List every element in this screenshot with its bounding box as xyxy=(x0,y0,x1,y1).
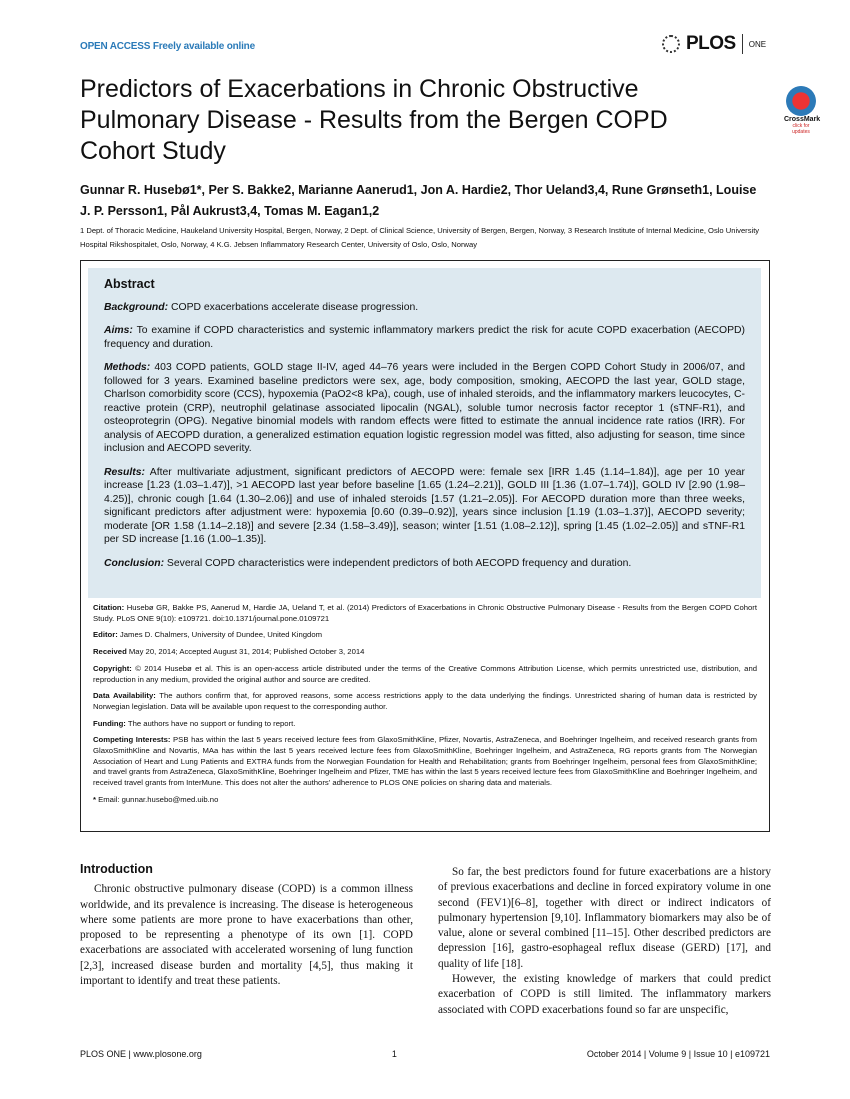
section-label: Conclusion: xyxy=(104,557,165,569)
paragraph: Chronic obstructive pulmonary disease (COPD) is a common illness worldwide, and its prevalence is increasing. The disease is heterogeneous where some patients are more prone to have exacerbations than other, proposed to be representing a phenotype of its own [1]. COPD exacerbations are associated with accelerated worsening of lung function [2,3], increased disease burden and mortality [4,5], thus making it important to identify and treat these patients. xyxy=(80,883,413,988)
affiliations: 1 Dept. of Thoracic Medicine, Haukeland University Hospital, Bergen, Norway, 2 Dept. of Clinical Science, University of Bergen, Bergen, Norway, 3 Research Institute of Internal Medicine, Oslo University Hospital Rikshospitalet, Oslo, Norway, 4 K.G. Jebsen Inflammatory Research Center, University of Oslo, Oslo, Norway xyxy=(80,226,760,249)
author-list: Gunnar R. Husebø1*, Per S. Bakke2, Marianne Aanerud1, Jon A. Hardie2, Thor Ueland3,4, Rune Grønseth1, Louise J. P. Persson1, Pål Aukrust3,4, Tomas M. Eagan1,2 xyxy=(80,183,757,218)
metadata-item: Data Availability: The authors confirm that, for approved reasons, some access restrictions apply to the data underlying the findings. Unrestricted sharing of human data is restricted by Norwegian legislation. Data will be available upon request to the corresponding author. xyxy=(93,691,757,711)
crossmark-icon xyxy=(786,86,816,116)
page-number: 1 xyxy=(391,1049,397,1059)
intro-column-2 xyxy=(438,865,771,1018)
crossmark-badge[interactable]: CrossMark click for updates xyxy=(784,86,818,135)
abstract-section: Aims: To examine if COPD characteristics and systemic inflammatory markers predict the risk for acute COPD exacerbation (AECOPD) frequency and duration. xyxy=(104,325,745,350)
page-footer xyxy=(80,1049,770,1059)
section-label: Background: xyxy=(104,301,169,313)
abstract-heading: Abstract xyxy=(104,277,155,291)
metadata-item: Competing Interests: PSB has within the last 5 years received lecture fees from GlaxoSmithKline, Pfizer, Novartis, AstraZeneca, and Boehringer Ingelheim, and received research grants from GlaxoSmithKline and Novartis, MAa has within the last 5 years received lecture fees from GlaxoSmithKline, Boehringer Ingelheim, and AstraZeneca, RG reports grants from The Norwegian Association of Heart and Lung Patients and EXTRA funds from the Norwegian Foundation for Health and Rehabilitation; grants from Boehringer Ingelheim, personal fees from GlaxoSmithKline; and travel grants from AstraZeneca, GlaxoSmithKline, Boehringer Ingelheim and Pfizer, TME has within the last 5 years received lecture fees from GlaxoSmithKline and Boehringer Ingelheim, and received travel grants from InterMune. This does not alter the authors' adherence to PLOS ONE policies on sharing data and materials. xyxy=(93,735,757,788)
metadata-item: Editor: James D. Chalmers, University of Dundee, United Kingdom xyxy=(93,630,323,640)
section-label: Aims: xyxy=(104,325,133,336)
plos-one-logo: PLOS ONE xyxy=(662,33,766,55)
paragraph: So far, the best predictors found for future exacerbations are a history of previous exacerbations and decline in forced expiratory volume in one second (FEV1)[6–8], together with direct or indirect indicators of pulmonary hypertension [9,10]. Inflammatory biomarkers may also be of value, alone or several combined [11–15]. Other described predictors are depression [16], gastro-esophageal reflux disease (GERD) [17], and quality of life [18]. xyxy=(438,866,771,970)
metadata-item: Citation: Husebø GR, Bakke PS, Aanerud M, Hardie JA, Ueland T, et al. (2014) Predictors of Exacerbations in Chronic Obstructive Pulmonary Disease - Results from the Bergen COPD Cohort Study. PLoS ONE 9(10): e109721. doi:10.1371/journal.pone.0109721 xyxy=(93,603,757,623)
metadata-item: Funding: The authors have no support or funding to report. xyxy=(93,718,296,728)
section-label: Results: xyxy=(104,466,145,478)
metadata-item: * Email: gunnar.husebo@med.uib.no xyxy=(93,794,219,804)
intro-heading: Introduction xyxy=(80,862,153,876)
abstract xyxy=(88,268,761,598)
paragraph: However, the existing knowledge of markers that could predict exacerbation of COPD is still limited. The inflammatory markers associated with COPD exacerbations found so far are unspecific, xyxy=(438,973,771,1016)
article-metadata xyxy=(93,603,757,812)
open-access-banner: OPEN ACCESS Freely available online xyxy=(80,41,255,52)
paper-title: Predictors of Exacerbations in Chronic Obstructive Pulmonary Disease - Results from the Bergen COPD Cohort Study xyxy=(80,75,668,165)
section-label: Methods: xyxy=(104,362,151,373)
front-matter-box xyxy=(80,260,770,832)
abstract-section: Results: After multivariate adjustment, significant predictors of AECOPD were: female sex [IRR 1.45 (1.14–1.84)], age per 10 year increase [1.23 (1.03–1.47)], >1 AECOPD last year before baseline [1.65 (1.24–2.21)], GOLD III [1.36 (1.07–1.74)], GOLD IV [2.90 (1.98–4.25)], chronic cough [1.64 (1.30–2.06)] and use of inhaled steroids [1.57 (1.21–2.05)]. For AECOPD duration more than three weeks, significant predictors after adjustment were: hypoxemia [0.60 (0.39–0.92)], years since inclusion [1.19 (1.03–1.37)], AECOPD severity; moderate [OR 1.58 (1.14–2.18)] and severe [2.34 (1.58–3.49)], season; winter [1.51 (1.08–2.12)], spring [1.45 (1.02–2.05)] and sTNF-R1 per SD increase [1.16 (1.00–1.35)]. xyxy=(104,466,745,545)
footer-journal: PLOS ONE | www.plosone.org xyxy=(80,1049,202,1059)
metadata-item: Received May 20, 2014; Accepted August 31, 2014; Published October 3, 2014 xyxy=(93,647,365,657)
abstract-section: Background: COPD exacerbations accelerate disease progression. xyxy=(104,301,419,313)
footer-issue: October 2014 | Volume 9 | Issue 10 | e109721 xyxy=(586,1049,770,1059)
intro-column-1 xyxy=(80,862,413,989)
abstract-section: Methods: 403 COPD patients, GOLD stage II-IV, aged 44–76 years were included in the Bergen COPD Cohort Study in 2006/07, and followed for 3 years. Examined baseline predictors were sex, age, body composition, smoking, AECOPD the last year, GOLD stage, Charlson comorbidity score (CCS), hypoxemia (PaO2<8 kPa), cough, use of inhaled steroids, and the inflammatory markers leucocytes, C-reactive protein (CRP), neutrophil gelatinase associated lipocalin (NGAL), soluble tumor necrosis factor receptor 1 (sTNF-R1), and osteoprotegrin (OPG). Negative binomial models with random effects were fitted to estimate the annual incidence rate ratios (IRR). For analysis of AECOPD duration, a generalized estimation equation logistic regression model was fitted, also adjusting for season, time since inclusion and AECOPD severity. xyxy=(104,362,745,454)
metadata-item: Copyright: © 2014 Husebø et al. This is an open-access article distributed under the terms of the Creative Commons Attribution License, which permits unrestricted use, distribution, and reproduction in any medium, provided the original author and source are credited. xyxy=(93,663,757,684)
plos-logo-icon xyxy=(662,35,680,53)
abstract-section: Conclusion: Several COPD characteristics were independent predictors of both AECOPD frequency and duration. xyxy=(104,557,632,569)
